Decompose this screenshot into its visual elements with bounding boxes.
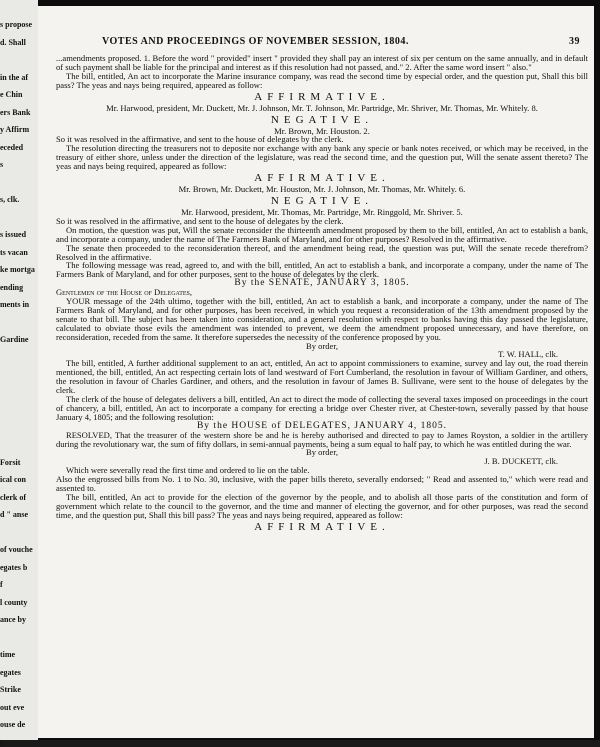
strip-line: s propose bbox=[0, 20, 33, 29]
strip-line: ments in bbox=[0, 300, 30, 309]
paragraph-p16: The following message was read, agreed to, and with the bill, entitled, An act to establish a bank, and incorporate a company, under the name of The Farmers Bank of Maryland, and for other purposes, sent to the house of delegates by the clerk. bbox=[56, 260, 588, 280]
strip-line: d " anse bbox=[0, 510, 29, 519]
paragraph-p29: Also the engrossed bills from No. 1 to No. 30, inclusive, with the paper bills thereto, severally endorsed; " Read and assented to," which were read and assented to. bbox=[56, 474, 588, 494]
strip-line: d. Shall bbox=[0, 37, 26, 47]
paragraph-p01: ...amendments proposed. 1. Before the word " provided" insert " provided they shall pay an interest of six per centum on the same annually, and in default of such payment shall be liable for the principal and interest as if this resolution had not passed, and." 2. After the same word insert " also." bbox=[56, 53, 588, 72]
strip-line: ending bbox=[0, 282, 24, 292]
paragraph-p05: NEGATIVE. bbox=[270, 113, 374, 126]
strip-line: ke mortga bbox=[0, 265, 35, 274]
strip-line: egates b bbox=[0, 562, 28, 572]
paragraph-p04: Mr. Harwood, president, Mr. Duckett, Mr. J. Johnson, Mr. T. Johnson, Mr. Partridge, Mr. Shriver, Mr. Thomas, Mr. Whitely. 8. bbox=[106, 102, 538, 113]
page-body bbox=[56, 54, 588, 534]
paragraph-p27: J. B. DUCKETT, clk. bbox=[484, 456, 558, 467]
strip-line: s bbox=[0, 160, 4, 169]
paragraph-p21: T. W. HALL, clk. bbox=[498, 349, 558, 360]
paragraph-p22: The bill, entitled, A further additional supplement to an act, entitled, An act to appoint commissioners to examine, survey and lay out, the road therein mentioned, the bill, entitled, An act respecting certain lots of land westward of Fort Cumberland, the resolution in favour of William Gardiner, and others, the resolution in favour of Charles Gardiner, and others, and the resolution in favour of James B. Sullivane, were sent to the house of delegates by the clerk. bbox=[56, 358, 588, 396]
paragraph-p28: Which were severally read the first time and ordered to lie on the table. bbox=[66, 465, 310, 476]
paragraph-p06: Mr. Brown, Mr. Houston. 2. bbox=[274, 125, 370, 136]
paragraph-p31: AFFIRMATIVE. bbox=[254, 520, 390, 533]
strip-line: l county bbox=[0, 597, 28, 607]
strip-line: s issued bbox=[0, 230, 27, 239]
paragraph-p24: By the HOUSE of DELEGATES, JANUARY 4, 1805. bbox=[196, 420, 448, 431]
page-number: 39 bbox=[569, 36, 580, 47]
strip-line: Strike bbox=[0, 685, 21, 694]
strip-line: ts vacan bbox=[0, 247, 28, 257]
paragraph-p14: On motion, the question was put, Will the senate reconsider the thirteenth amendment proposed by them to the bill, entitled, An act to establish a bank, and incorporate a company, under the name of The Farmers Bank of Maryland, and for other purposes? Resolved in the affirmative. bbox=[56, 224, 588, 244]
paragraph-p17: By the SENATE, JANUARY 3, 1805. bbox=[234, 278, 410, 289]
strip-line: eceded bbox=[0, 142, 24, 152]
adjacent-page-strip bbox=[0, 0, 38, 747]
strip-line: Gardine bbox=[0, 335, 29, 344]
paragraph-p12: Mr. Harwood, president, Mr. Thomas, Mr. Partridge, Mr. Ringgold, Mr. Shriver. 5. bbox=[181, 206, 463, 217]
paragraph-p03: AFFIRMATIVE. bbox=[254, 90, 390, 103]
running-head: VOTES AND PROCEEDINGS OF NOVEMBER SESSION, 1804. bbox=[102, 36, 409, 47]
paragraph-p25: RESOLVED, That the treasurer of the western shore be and he is hereby authorised and directed to pay to James Royston, a soldier in the artillery during the revolutionary war, the sum of fifty dollars, in semi-annual payments, being a sum equal to half pay, to which he was entitled during the war. bbox=[56, 429, 588, 449]
paragraph-p07: So it was resolved in the affirmative, and sent to the house of delegates by the clerk. bbox=[56, 134, 344, 145]
strip-line: out eve bbox=[0, 702, 25, 712]
strip-line: Forsit bbox=[0, 457, 21, 467]
strip-line: ouse de bbox=[0, 720, 26, 729]
paragraph-p18: Gentlemen of the House of Delegates, bbox=[56, 287, 192, 298]
strip-line: time bbox=[0, 650, 16, 659]
paragraph-p13: So it was resolved in the affirmative, and sent to the house of delegates by the clerk. bbox=[56, 215, 344, 226]
paragraph-p19: YOUR message of the 24th ultimo, together with the bill, entitled, An act to establish a bank, and incorporate a company, under the name of The Farmers Bank of Maryland, and for other purposes, has been received, in which you request a reconsideration of the 13th amendment proposed by the senate to that bill. The subject has been taken into consideration, and a general resolution with respect to banks having this day passed the legislature, calculated to obviate those evils the amendment was intended to prevent, we deem the amendment proposed unnecessary, and have therefore, on reconsideration, receded from the same. It therefore supersedes the necessity of the conference proposed by you. bbox=[56, 296, 588, 342]
strip-line: s bbox=[0, 737, 4, 747]
document-page bbox=[38, 6, 594, 738]
paragraph-p23: The clerk of the house of delegates delivers a bill, entitled, An act to direct the mode of collecting the several taxes imposed on proceedings in the court of chancery, a bill, entitled, An act to incorporate a company for erecting a bridge over Chester river, at Chester-town, severally passed by that house January 4, 1805; and the following resolution: bbox=[56, 394, 588, 422]
paragraph-p11: NEGATIVE. bbox=[270, 194, 374, 207]
strip-line: ers Bank bbox=[0, 107, 31, 117]
paragraph-p30: The bill, entitled, An act to provide for the election of the governor by the people, and to abolish all those parts of the constitution and form of government which relate to the council to the governor, and the time and manner of electing the governor, and for other purposes, was read the second time, and the question put, Shall this bill pass? The yeas and nays being required, appeared as follow: bbox=[56, 491, 588, 520]
strip-line: in the af bbox=[0, 72, 28, 82]
paragraph-p02: The bill, entitled, An act to incorporate the Marine insurance company, was read the second time by especial order, and the question put, Shall this bill pass? The yeas and nays being required, appeared as follow: bbox=[56, 70, 588, 90]
strip-line: clerk of bbox=[0, 492, 26, 502]
strip-line: e Chin bbox=[0, 90, 23, 99]
paragraph-p15: The senate then proceeded to the reconsideration thereof, and the amendment being read, the question was put, Will the senate recede therefrom? Resolved in the affirmative. bbox=[56, 242, 588, 262]
paragraph-p08: The resolution directing the treasurers not to deposite nor exchange with any bank any specie or bank notes received, or which may be received, in the treasury of either shore, unless under the direction of the legislature, was read the second time, and the question put, Will the senate assent thereto? The yeas and nays being required, appeared as follow: bbox=[56, 143, 588, 172]
paragraph-p26: By order, bbox=[306, 447, 338, 458]
paragraph-p10: Mr. Brown, Mr. Duckett, Mr. Houston, Mr. J. Johnson, Mr. Thomas, Mr. Whitely. 6. bbox=[178, 184, 466, 195]
strip-line: of vouche bbox=[0, 545, 33, 554]
strip-line: y Affirm bbox=[0, 125, 30, 134]
strip-line: f bbox=[0, 580, 3, 589]
strip-line: s, clk. bbox=[0, 195, 20, 204]
paragraph-p20: By order, bbox=[306, 340, 338, 351]
strip-line: ical con bbox=[0, 475, 26, 484]
page-header bbox=[58, 36, 588, 50]
paragraph-p09: AFFIRMATIVE. bbox=[254, 172, 390, 185]
strip-line: egates bbox=[0, 667, 21, 677]
strip-line: ance by bbox=[0, 615, 26, 624]
